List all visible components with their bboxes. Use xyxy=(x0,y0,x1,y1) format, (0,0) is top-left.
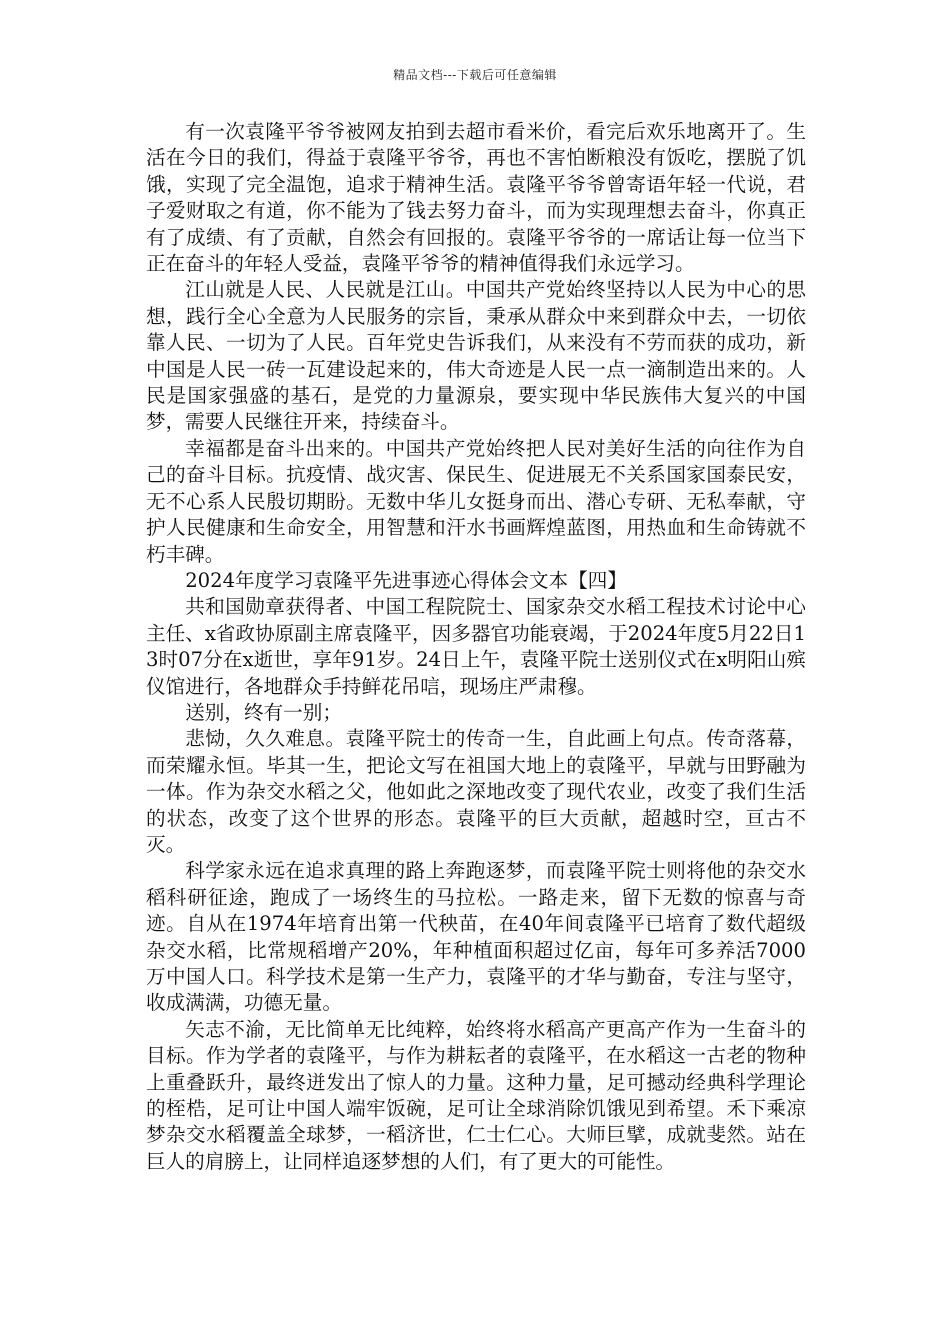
page-header: 精品文档---下载后可任意编辑 xyxy=(393,68,557,82)
paragraph-6: 悲恸，久久难息。袁隆平院士的传奇一生，自此画上句点。传奇落幕，而荣耀永恒。毕其一生，把论文写在祖国大地上的袁隆平，早就与田野融为一体。作为杂交水稻之父，他如此之深地改变了现代农业，改变了我们生活的状态，改变了这个世界的形态。袁隆平的巨大贡献，超越时空，亘古不灭。 xyxy=(146,727,806,856)
document-body xyxy=(146,119,806,1175)
paragraph-5: 送别，终有一别； xyxy=(185,700,342,724)
paragraph-4: 共和国勋章获得者、中国工程院院士、国家杂交水稻工程技术讨论中心主任、x省政协原副主席袁隆平，因多器官功能衰竭，于2024年度5月22日13时07分在x逝世，享年91岁。24日上午，袁隆平院士送别仪式在x明阳山殡仪馆进行，各地群众手持鲜花吊唁，现场庄严肃穆。 xyxy=(146,595,806,698)
paragraph-1: 有一次袁隆平爷爷被网友拍到去超市看米价，看完后欢乐地离开了。生活在今日的我们，得益于袁隆平爷爷，再也不害怕断粮没有饭吃，摆脱了饥饿，实现了完全温饱，追求于精神生活。袁隆平爷爷曾寄语年轻一代说，君子爱财取之有道，你不能为了钱去努力奋斗，而为实现理想去奋斗，你真正有了成绩、有了贡献，自然会有回报的。袁隆平爷爷的一席话让每一位当下正在奋斗的年轻人受益，袁隆平爷爷的精神值得我们永远学习。 xyxy=(146,120,806,276)
paragraph-2: 江山就是人民、人民就是江山。中国共产党始终坚持以人民为中心的思想，践行全心全意为人民服务的宗旨，秉承从群众中来到群众中去，一切依靠人民、一切为了人民。百年党史告诉我们，从来没有不劳而获的成功，新中国是人民一砖一瓦建设起来的，伟大奇迹是人民一点一滴制造出来的。人民是国家强盛的基石，是党的力量源泉，要实现中华民族伟大复兴的中国梦，需要人民继往开来，持续奋斗。 xyxy=(146,278,806,434)
section-heading: 2024年度学习袁隆平先进事迹心得体会文本【四】 xyxy=(185,568,627,592)
paragraph-8: 矢志不渝，无比简单无比纯粹，始终将水稻高产更高产作为一生奋斗的目标。作为学者的袁隆平，与作为耕耘者的袁隆平，在水稻这一古老的物种上重叠跃升，最终迸发出了惊人的力量。这种力量，足可撼动经典科学理论的桎梏，足可让中国人端牢饭碗，足可让全球消除饥饿见到希望。禾下乘凉梦杂交水稻覆盖全球梦，一稻济世，仁士仁心。大师巨擘，成就斐然。站在巨人的肩膀上，让同样追逐梦想的人们，有了更大的可能性。 xyxy=(146,1017,806,1173)
paragraph-3: 幸福都是奋斗出来的。中国共产党始终把人民对美好生活的向往作为自己的奋斗目标。抗疫情、战灾害、保民生、促进展无不关系国家国泰民安，无不心系人民殷切期盼。无数中华儿女挺身而出、潜心专研、无私奉献，守护人民健康和生命安全，用智慧和汗水书画辉煌蓝图，用热血和生命铸就不朽丰碑。 xyxy=(146,436,806,566)
paragraph-7: 科学家永远在追求真理的路上奔跑逐梦，而袁隆平院士则将他的杂交水稻科研征途，跑成了一场终生的马拉松。一路走来，留下无数的惊喜与奇迹。自从在1974年培育出第一代秧苗，在40年间袁隆平已培育了数代超级杂交水稻，比常规稻增产20%，年种植面积超过亿亩，每年可多养活7000万中国人口。科学技术是第一生产力，袁隆平的才华与勤奋，专注与坚守，收成满满，功德无量。 xyxy=(146,859,806,1015)
